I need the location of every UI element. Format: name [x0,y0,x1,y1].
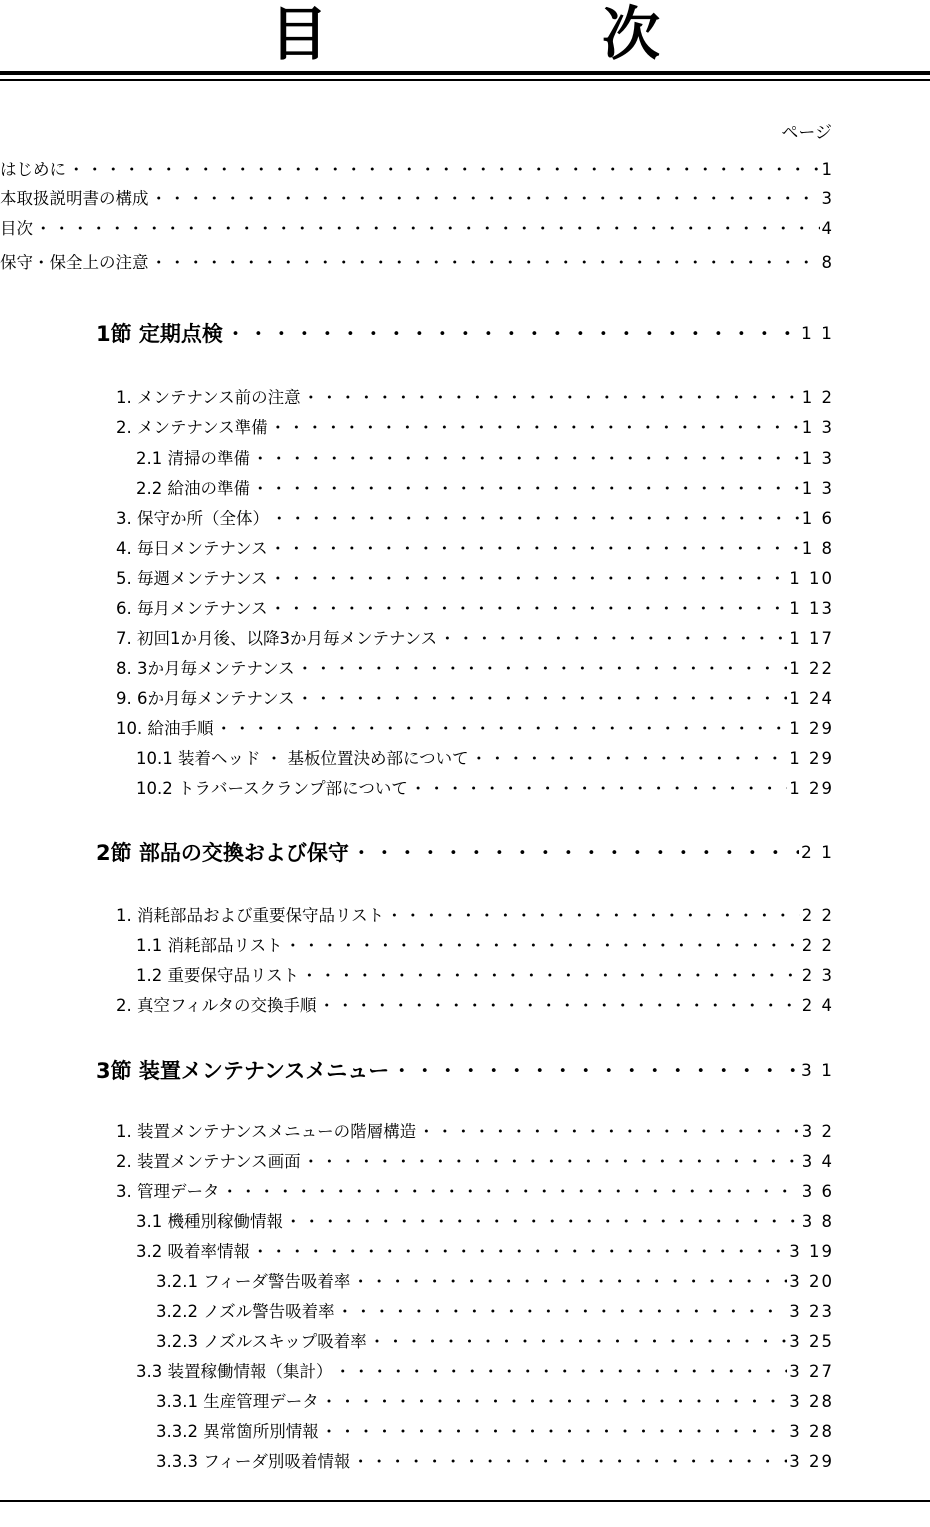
toc-entry-page: 2 2 [801,936,834,955]
toc-entry[interactable] [116,590,834,620]
title-rule-thin [0,79,930,81]
toc-entry-page: 3 29 [789,1452,834,1471]
toc-leader [271,508,800,530]
toc-entry-title: 3.3.1 生産管理データ [156,1392,319,1411]
toc-entry-title: 1. 消耗部品および重要保守品リスト [116,906,385,925]
toc-entry-page: 1 29 [789,779,834,798]
toc-entry-page: 1 2 [801,388,834,407]
toc-leader [252,478,800,500]
toc-entry[interactable] [116,500,834,530]
toc-entry[interactable] [0,210,834,240]
toc-leader [391,1056,799,1086]
toc-entry-title: 3.3.2 異常箇所別情報 [156,1422,319,1441]
toc-leader [351,838,799,868]
toc-section-title: 3節 装置メンテナンスメニュー [96,1059,390,1083]
toc-leader [270,568,788,590]
toc-entry-title: 本取扱説明書の構成 [0,189,149,208]
toc-entry[interactable] [116,1113,834,1143]
toc-entry[interactable] [136,957,834,987]
toc-entry-title: 保守・保全上の注意 [0,253,149,272]
toc-entry-page: 3 [821,189,834,208]
toc-entry[interactable] [136,740,834,770]
toc-entry-title: 3.1 機種別稼働情報 [136,1212,283,1231]
toc-entry-page: 2 3 [801,966,834,985]
toc-entry[interactable] [156,1443,834,1473]
toc-leader [352,1271,787,1293]
page-title: 目 次 [269,0,768,68]
toc-section-page: 2 1 [800,843,834,863]
toc-leader [270,538,800,560]
toc-entry-title: 2.1 清掃の準備 [136,449,250,468]
toc-entry-title: 3.3.3 フィーダ別吸着情報 [156,1452,351,1471]
toc-section-heading[interactable] [96,1048,834,1086]
toc-entry-page: 3 19 [789,1242,834,1261]
toc-entry-title: 3. 保守か所（全体） [116,509,269,528]
toc-entry[interactable] [116,560,834,590]
toc-entry-page: 3 4 [801,1152,834,1171]
toc-leader [270,598,788,620]
toc-section-heading[interactable] [96,311,834,349]
toc-section-heading[interactable] [96,830,834,868]
toc-entry-page: 1 [821,160,834,179]
toc-entry[interactable] [136,470,834,500]
toc-entry[interactable] [156,1263,834,1293]
toc-entry[interactable] [136,1233,834,1263]
toc-entry-page: 1 3 [801,449,834,468]
toc-entry[interactable] [156,1293,834,1323]
toc-entry-title: 9. 6か月毎メンテナンス [116,689,295,708]
toc-entry[interactable] [116,897,834,927]
toc-entry-title: 5. 毎週メンテナンス [116,569,268,588]
toc-leader [222,1181,800,1203]
toc-leader [68,159,820,181]
toc-leader [418,1121,800,1143]
toc-entry-title: 3.2 吸着率情報 [136,1242,250,1261]
toc-entry-title: 2.2 給油の準備 [136,479,250,498]
toc-section-page: 1 1 [800,324,834,344]
toc-leader [352,1451,787,1473]
toc-entry-title: 3.2.3 ノズルスキップ吸着率 [156,1332,367,1351]
toc-leader [410,778,787,800]
toc-entry-page: 3 2 [801,1122,834,1141]
toc-entry[interactable] [116,1173,834,1203]
toc-entry-title: 3.3 装置稼働情報（集計） [136,1362,333,1381]
toc-entry-page: 3 28 [789,1392,834,1411]
toc-leader [216,718,788,740]
toc-entry-title: 3.2.2 ノズル警告吸着率 [156,1302,335,1321]
toc-entry[interactable] [156,1383,834,1413]
toc-leader [301,965,800,987]
toc-entry[interactable] [116,379,834,409]
toc-entry-page: 1 17 [789,629,834,648]
toc-entry-title: 2. メンテナンス準備 [116,418,268,437]
toc-leader [151,252,820,274]
toc-section-title: 2節 部品の交換および保守 [96,841,349,865]
toc-entry-page: 3 6 [801,1182,834,1201]
toc-entry-title: 8. 3か月毎メンテナンス [116,659,295,678]
toc-entry-page: 1 8 [801,539,834,558]
toc-entry-page: 2 2 [801,906,834,925]
toc-entry-title: 1.1 消耗部品リスト [136,936,283,955]
toc-entry-page: 1 6 [801,509,834,528]
toc-entry-page: 1 29 [789,719,834,738]
toc-entry-page: 1 13 [789,599,834,618]
toc-entry[interactable] [116,650,834,680]
title-rule-thick [0,71,930,75]
toc-entry-page: 1 3 [801,418,834,437]
toc-entry-page: 3 8 [801,1212,834,1231]
toc-entry[interactable] [116,620,834,650]
toc-leader [297,688,788,710]
toc-entry-page: 3 25 [789,1332,834,1351]
toc-entry[interactable] [116,1143,834,1173]
toc-entry[interactable] [136,770,834,800]
toc-entry-page: 3 27 [789,1362,834,1381]
toc-leader [335,1361,788,1383]
toc-leader [303,1151,800,1173]
toc-entry-page: 4 [821,219,834,238]
toc-entry-title: 7. 初回1か月後、以降3か月毎メンテナンス [116,629,438,648]
toc-entry-title: 1. メンテナンス前の注意 [116,388,301,407]
toc-entry[interactable] [136,927,834,957]
toc-entry-title: 10. 給油手順 [116,719,214,738]
toc-entry-title: 4. 毎日メンテナンス [116,539,268,558]
toc-entry[interactable] [136,1353,834,1383]
toc-entry[interactable] [0,180,834,210]
toc-entry-title: 1. 装置メンテナンスメニューの階層構造 [116,1122,417,1141]
toc-leader [285,935,800,957]
toc-entry-page: 1 10 [789,569,834,588]
toc-leader [297,658,788,680]
toc-entry[interactable] [0,151,834,181]
toc-entry-page: 1 29 [789,749,834,768]
toc-entry-page: 3 28 [789,1422,834,1441]
toc-entry-page: 1 24 [789,689,834,708]
toc-entry-title: 10.2 トラバースクランプ部について [136,779,408,798]
toc-leader [303,387,800,409]
toc-leader [321,1391,788,1413]
toc-leader [386,905,800,927]
toc-leader [225,319,799,349]
footer-rule [0,1500,930,1502]
toc-entry-title: 6. 毎月メンテナンス [116,599,268,618]
toc-entry-page: 8 [821,253,834,272]
toc-entry[interactable] [116,680,834,710]
toc-entry-title: 3.2.1 フィーダ警告吸着率 [156,1272,351,1291]
toc-entry-page: 3 20 [789,1272,834,1291]
toc-entry-title: 10.1 装着ヘッド ・ 基板位置決め部について [136,749,469,768]
toc-entry[interactable] [116,710,834,740]
toc-entry-page: 1 3 [801,479,834,498]
toc-entry-title: 2. 装置メンテナンス画面 [116,1152,301,1171]
toc-entry-title: 1.2 重要保守品リスト [136,966,300,985]
toc-entry[interactable] [156,1413,834,1443]
toc-leader [321,1421,788,1443]
toc-entry-title: 目次 [0,219,33,238]
toc-entry[interactable] [116,987,834,1017]
toc-entry-page: 2 4 [801,996,834,1015]
toc-leader [337,1301,788,1323]
toc-entry-title: はじめに [0,160,66,179]
toc-leader [285,1211,800,1233]
page-column-label: ページ [781,123,832,143]
toc-leader [252,448,800,470]
toc-entry-page: 1 22 [789,659,834,678]
toc-entry-page: 3 23 [789,1302,834,1321]
toc-entry[interactable] [136,1203,834,1233]
toc-entry[interactable] [0,244,834,274]
toc-leader [369,1331,788,1353]
toc-leader [151,188,820,210]
toc-entry[interactable] [156,1323,834,1353]
toc-section-title: 1節 定期点検 [96,322,223,346]
toc-leader [439,628,787,650]
toc-entry-title: 2. 真空フィルタの交換手順 [116,996,317,1015]
toc-leader [252,1241,787,1263]
toc-leader [35,218,820,240]
toc-leader [471,748,788,770]
toc-section-page: 3 1 [800,1061,834,1081]
toc-leader [319,995,800,1017]
toc-leader [270,417,800,439]
toc-entry-title: 3. 管理データ [116,1182,220,1201]
toc-entry[interactable] [116,530,834,560]
toc-entry[interactable] [136,440,834,470]
toc-entry[interactable] [116,409,834,439]
